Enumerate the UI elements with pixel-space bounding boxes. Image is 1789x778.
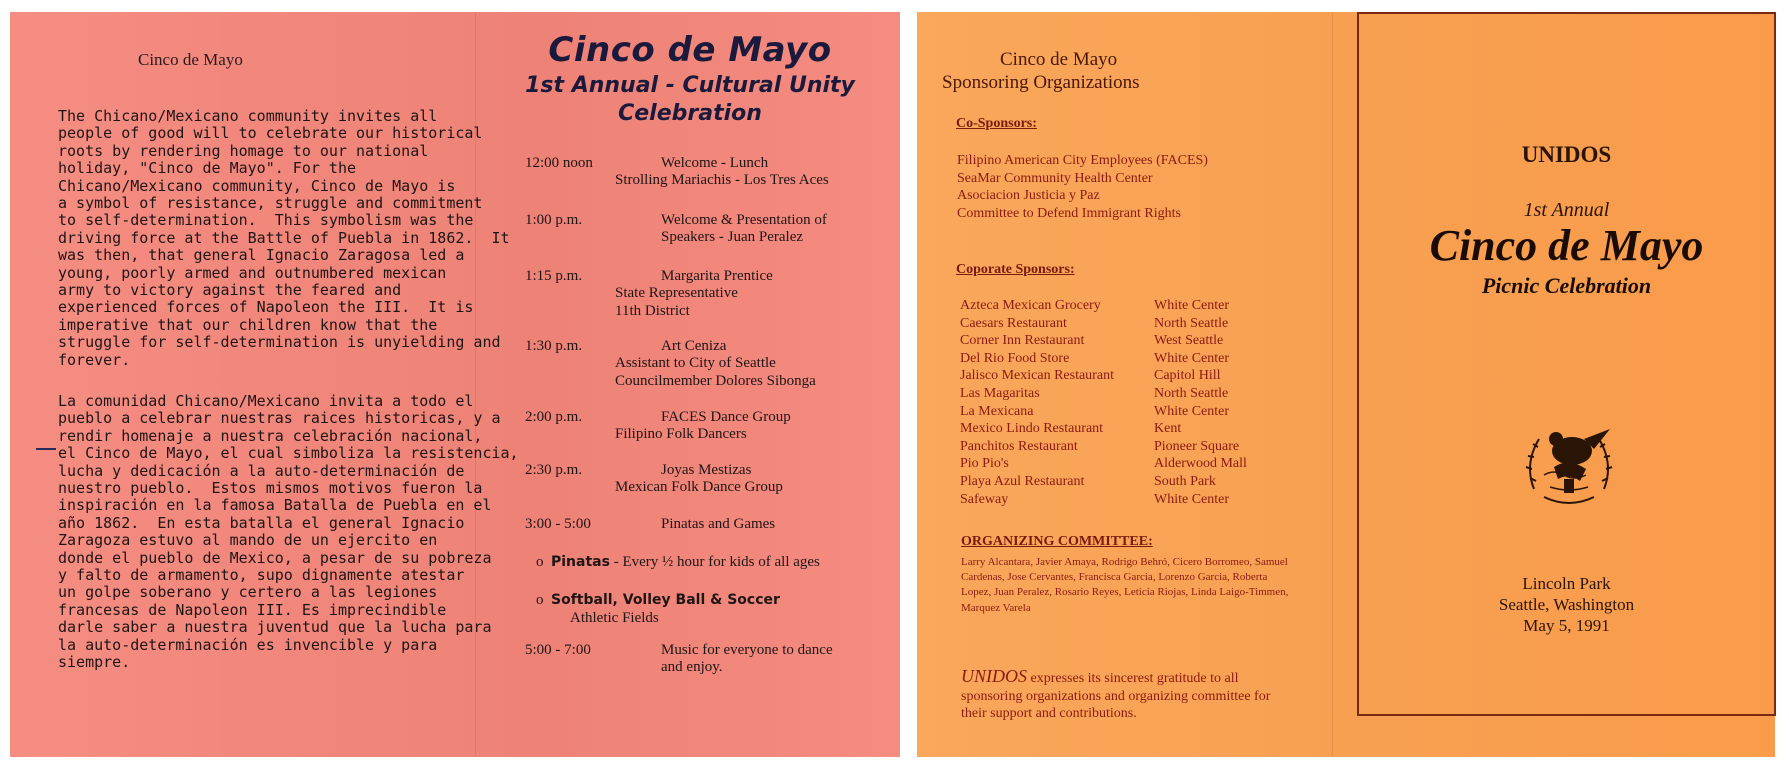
schedule-line: Art Ceniza: [661, 338, 727, 354]
co-sponsor-item: Asociacion Justicia y Paz: [957, 188, 1100, 204]
sponsor-name: Las Magaritas: [960, 385, 1040, 401]
schedule-line: and enjoy.: [661, 659, 723, 676]
cover-panel: [1357, 12, 1776, 716]
essay-english: The Chicano/Mexicano community invites all people of good will to celebrate our historical roots by rendering homage to our national holiday, "Cinco de Mayo". For the Chicano/Mexicano community, Cinco de Mayo is a symbol of resistance, struggle and commitment to self-determination. This symbolism was the driving force at the Battle of Puebla in 1862. It was then, that general Ignacio Zaragosa led a young, poorly armed and outnumbered mexican army to victory against the feared and experienced forces of Napoleon the III. It is imperative that our children know that the struggle for self-determination is unyielding and forever.: [58, 107, 510, 369]
mexican-eagle-emblem-icon: [1514, 409, 1624, 519]
cover-subtitle: Picnic Celebration: [1481, 273, 1652, 298]
schedule-time: 5:00 - 7:00: [525, 642, 591, 658]
schedule-line: Mexican Folk Dance Group: [615, 479, 783, 496]
sponsor-location: West Seattle: [1154, 333, 1224, 349]
activity-bullet: [536, 592, 780, 626]
sponsor-name: Caesars Restaurant: [960, 315, 1067, 331]
cover-org: UNIDOS: [1521, 142, 1612, 167]
corporate-sponsor-locations: [1154, 297, 1247, 508]
co-sponsor-item: Filipino American City Employees (FACES): [957, 153, 1208, 168]
sponsor-location: White Center: [1154, 350, 1230, 366]
essay-spanish: La comunidad Chicano/Mexicano invita a todo el pueblo a celebrar nuestras raices historicas, y a rendir homenaje a nuestra celebración nacional, el Cinco de Mayo, el cual simboliza la resistencia, lucha y dedicación a la auto-determinación de nuestro pueblo. Estos mismos motivos fueron la inspiración en la famosa Batalla de Puebla en el año 1862. En esta batalla el general Ignacio Zaragoza estuvo al mando de un ejercito en donde el pueblo de Mexico, a pesar de su pobreza y falto de armamento, supo dignamente atestar un golpe soberano y certero a las legiones francesas de Napoleon III. Es imprecindible darle saber a nuestra juventud que la lucha para la auto-determinación es invencible y para siempre.: [58, 392, 519, 672]
bullet-mark: o: [536, 592, 544, 608]
program-flyer: [10, 12, 900, 757]
sponsor-location: White Center: [1154, 491, 1230, 507]
thanks-note: [961, 668, 1291, 723]
bullet-title: Softball, Volley Ball & Soccer: [551, 592, 780, 608]
schedule-time: 1:15 p.m.: [525, 268, 583, 284]
cover-title: Cinco de Mayo: [1429, 221, 1704, 270]
sponsor-location: White Center: [1154, 298, 1230, 313]
thanks-text: expresses its sincerest gratitude to all sponsoring organizations and organizing committee for their support and contributions.: [961, 671, 1271, 722]
sponsor-location: North Seattle: [1154, 385, 1229, 401]
sponsor-name: Safeway: [960, 491, 1009, 507]
sponsor-location: Kent: [1154, 421, 1182, 437]
schedule-time: 1:30 p.m.: [525, 338, 583, 354]
schedule-line: FACES Dance Group: [661, 409, 791, 425]
sponsor-name: Playa Azul Restaurant: [960, 473, 1085, 489]
pen-mark: [36, 448, 56, 450]
schedule-line: Pinatas and Games: [661, 516, 776, 532]
program-subtitle: 1st Annual - Cultural Unity Celebration: [525, 73, 855, 126]
bullet-title: Pinatas: [551, 554, 610, 570]
schedule-line: Margarita Prentice: [661, 268, 773, 284]
sponsor-location: Alderwood Mall: [1154, 456, 1247, 472]
brochure-heading: Cinco de Mayo: [1000, 49, 1118, 70]
schedule-time: 12:00 noon: [525, 155, 593, 171]
cover-city: Seattle, Washington: [1498, 595, 1635, 614]
schedule-time: 3:00 - 5:00: [525, 516, 591, 532]
thanks-org: UNIDOS: [961, 666, 1027, 686]
schedule-line: Councilmember Dolores Sibonga: [615, 372, 816, 389]
flyer-title: Cinco de Mayo: [138, 50, 243, 69]
schedule-line: Welcome - Lunch: [661, 155, 769, 171]
committee-names: Larry Alcantara, Javier Amaya, Rodrigo Behró, Cicero Borromeo, Samuel Cardenas, Jose Cervantes, Francisca Garcia, Lorenzo Garcia, Roberta Lopez, Juan Peralez, Rosario Reyes, Leticia Riojas, Linda Laigo-Timmen, Marquez Varela: [961, 556, 1289, 614]
schedule-line: Strolling Mariachis - Los Tres Aces: [615, 172, 829, 189]
schedule-time: 2:00 p.m.: [525, 409, 583, 425]
sponsor-brochure: [917, 12, 1775, 757]
bullet-text: - Every ½ hour for kids of all ages: [609, 554, 820, 570]
cover-place: Lincoln Park: [1522, 574, 1611, 593]
schedule-line: State Representative: [615, 285, 738, 302]
sponsor-name: Corner Inn Restaurant: [960, 333, 1085, 349]
cover-date: May 5, 1991: [1523, 616, 1610, 635]
sponsor-location: Capitol Hill: [1154, 368, 1221, 384]
fold-line: [1332, 12, 1333, 757]
sponsor-name: Azteca Mexican Grocery: [960, 298, 1101, 313]
sponsor-name: Del Rio Food Store: [960, 350, 1070, 366]
sponsor-location: North Seattle: [1154, 315, 1229, 331]
program-title: Cinco de Mayo: [548, 30, 832, 70]
schedule-line: Filipino Folk Dancers: [615, 426, 747, 443]
schedule-line: 11th District: [615, 302, 690, 319]
cover-annual: 1st Annual: [1523, 199, 1610, 221]
sponsor-name: Jalisco Mexican Restaurant: [960, 368, 1114, 384]
schedule-time: 2:30 p.m.: [525, 462, 583, 478]
sponsor-name: Panchitos Restaurant: [960, 438, 1078, 454]
co-sponsor-item: SeaMar Community Health Center: [957, 170, 1153, 186]
sponsor-name: Pio Pio's: [960, 456, 1009, 472]
sponsor-name: La Mexicana: [960, 403, 1034, 419]
sponsor-location: South Park: [1154, 473, 1216, 489]
bullet-subtext: Athletic Fields: [570, 610, 659, 626]
sponsor-location: White Center: [1154, 403, 1230, 419]
co-sponsor-item: Committee to Defend Immigrant Rights: [957, 205, 1181, 221]
corporate-sponsors-heading: Coporate Sponsors:: [956, 262, 1075, 277]
sponsor-location: Pioneer Square: [1154, 438, 1240, 454]
corporate-sponsor-names: [960, 297, 1114, 508]
activity-bullet: [536, 554, 820, 571]
schedule-line: Joyas Mestizas: [661, 462, 752, 478]
schedule-line: Assistant to City of Seattle: [615, 355, 776, 372]
schedule-line: Speakers - Juan Peralez: [661, 229, 804, 246]
co-sponsors-heading: Co-Sponsors:: [956, 116, 1037, 131]
sponsor-name: Mexico Lindo Restaurant: [960, 421, 1104, 437]
schedule-time: 1:00 p.m.: [525, 212, 583, 228]
schedule-line: Welcome & Presentation of: [661, 212, 827, 228]
bullet-mark: o: [536, 554, 544, 570]
co-sponsor-list: [957, 152, 1208, 222]
brochure-subheading: Sponsoring Organizations: [942, 72, 1140, 93]
schedule-line: Music for everyone to dance: [661, 642, 833, 658]
committee-heading: ORGANIZING COMMITTEE:: [961, 534, 1153, 549]
